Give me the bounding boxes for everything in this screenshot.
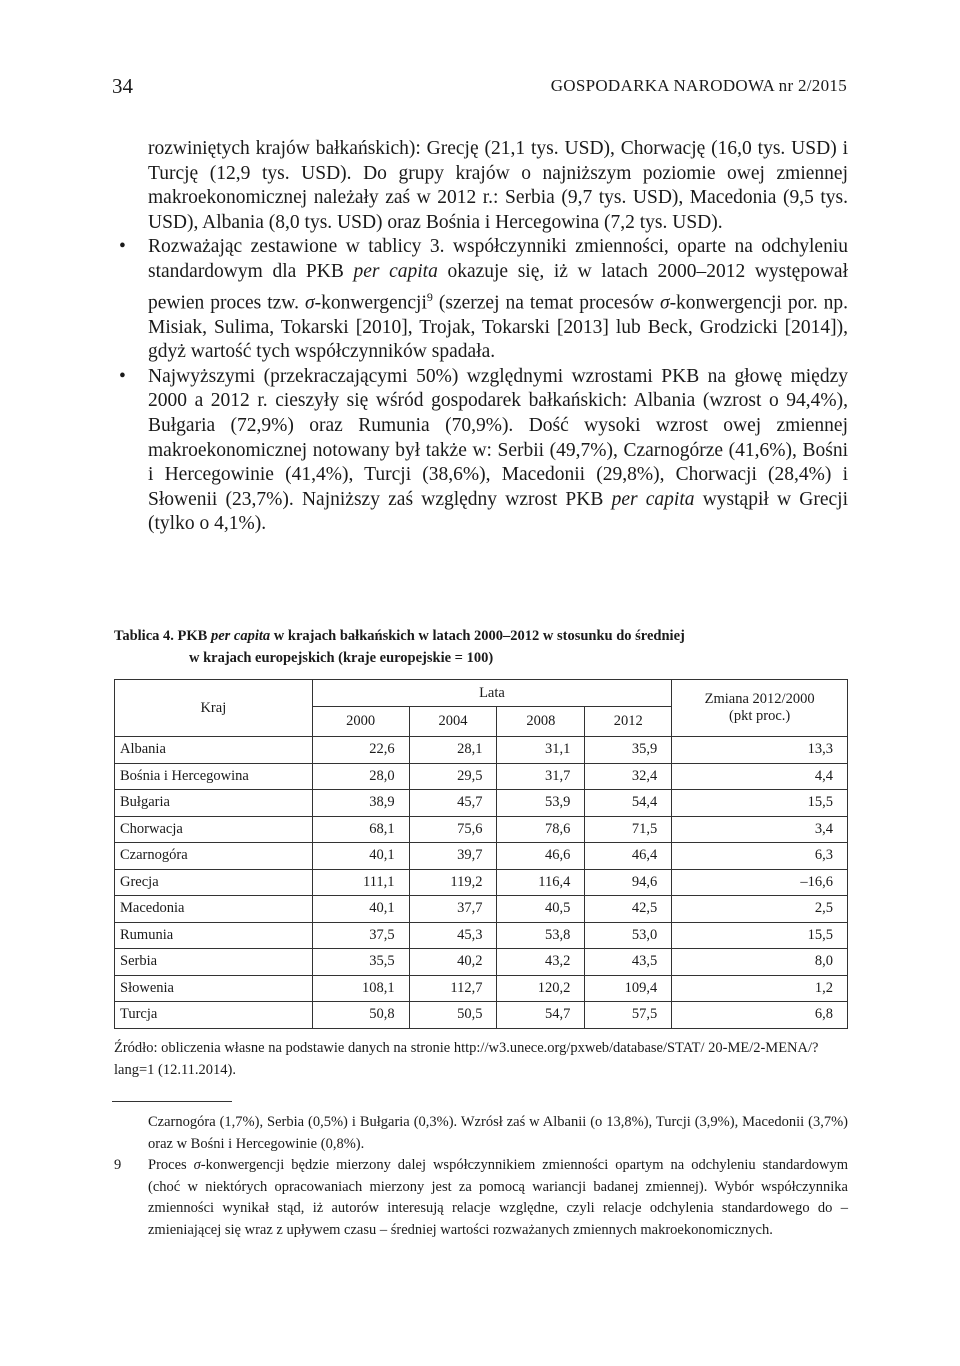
cell-value: 31,7 [497,763,585,790]
table-row [115,790,848,817]
cell-country: Czarnogóra [115,843,313,870]
cell-value: 43,2 [497,949,585,976]
cell-value: 29,5 [409,763,497,790]
cell-value: 42,5 [585,896,672,923]
footnote-9-mark: 9 [114,1157,122,1173]
footnote-9: 9 Proces σ-konwergencji będzie mierzony dalej współczynnikiem zmienności opartym na odchyleniu standardowym (choć w niektórych opracowaniach mierzony jest za pomocą wariancji badanej zmiennej). Wybór współczynnika zmienności wynikał stąd, iż autorów interesują relacje względne, czyli relacje odchylenia standardowego do – zmieniającej się wraz z upływem czasu – średniej wartości rozważanych zmiennych makroekonomicznych. [114,1157,848,1238]
cell-country: Albania [115,737,313,764]
paragraph-1: rozwiniętych krajów bałkańskich): Grecję (21,1 tys. USD), Chorwację (16,0 tys. USD) i Turcję (12,9 tys. USD). Do grupy krajów o najniższym poziomie owej zmiennej makroekonomicznej należały zaś w 2012 r.: Serbia (9,7 tys. USD), Macedonia (9,5 tys. USD), Albania (8,0 tys. USD) oraz Bośnia i Hercegowina (7,2 tys. USD). [148,138,848,233]
header-years-group: Lata [312,680,672,707]
cell-value: 112,7 [409,975,497,1002]
cell-value: 111,1 [312,869,409,896]
cell-value: 6,3 [672,843,848,870]
cell-value: 54,4 [585,790,672,817]
cell-value: 116,4 [497,869,585,896]
cell-value: 71,5 [585,816,672,843]
cell-value: 50,8 [312,1002,409,1029]
cell-country: Bułgaria [115,790,313,817]
cell-value: 8,0 [672,949,848,976]
cell-country: Rumunia [115,922,313,949]
cell-value: 31,1 [497,737,585,764]
cell-value: 40,2 [409,949,497,976]
running-header [112,70,847,104]
table-row [115,843,848,870]
cell-value: –16,6 [672,869,848,896]
cell-country: Słowenia [115,975,313,1002]
cell-value: 15,5 [672,790,848,817]
cell-value: 22,6 [312,737,409,764]
cell-value: 120,2 [497,975,585,1002]
cell-value: 50,5 [409,1002,497,1029]
cell-value: 108,1 [312,975,409,1002]
header-year: 2008 [497,707,585,737]
cell-value: 4,4 [672,763,848,790]
cell-value: 109,4 [585,975,672,1002]
cell-value: 38,9 [312,790,409,817]
cell-country: Macedonia [115,896,313,923]
cell-value: 37,5 [312,922,409,949]
cell-value: 2,5 [672,896,848,923]
bullet-dot: • [119,365,126,387]
cell-country: Bośnia i Hercegowina [115,763,313,790]
header-change: Zmiana 2012/2000 (pkt proc.) [672,680,848,737]
table-label: Tablica 4. [114,628,174,644]
cell-value: 45,7 [409,790,497,817]
header-year: 2000 [312,707,409,737]
gdp-table [114,679,848,1029]
page-number: 34 [112,74,133,98]
footnote-continuation: Czarnogóra (1,7%), Serbia (0,5%) i Bułgaria (0,3%). Wzrósł zaś w Albanii (o 13,8%), Turcji (3,9%), Macedonii (3,7%) oraz w Bośni i Hercegowinie (0,8%). [148,1114,848,1152]
table-row [115,922,848,949]
table-row [115,816,848,843]
header-country: Kraj [115,680,313,737]
cell-value: 46,6 [497,843,585,870]
footnotes [114,1112,848,1241]
table-row [115,949,848,976]
cell-value: 28,1 [409,737,497,764]
cell-value: 35,9 [585,737,672,764]
cell-value: 32,4 [585,763,672,790]
cell-value: 15,5 [672,922,848,949]
cell-value: 37,7 [409,896,497,923]
cell-value: 53,0 [585,922,672,949]
cell-value: 75,6 [409,816,497,843]
header-year: 2012 [585,707,672,737]
table-body [115,737,848,1029]
footnote-rule [112,1101,232,1102]
bullet-paragraph-2: • Rozważając zestawione w tablicy 3. współczynniki zmienności, oparte na odchyleniu standardowym dla PKB per capita okazuje się, iż w latach 2000–2012 występował pewien proces tzw. σ-konwergencji$^9$ (szerzej na temat procesów σ-konwergencji por. np. Misiak, Sulima, Tokarski [2010], Trojak, Tokarski [2013] lub Beck, Grodzicki [2014]), gdyż wartość tych współczynników spadała. [119,236,848,363]
cell-value: 53,9 [497,790,585,817]
cell-value: 46,4 [585,843,672,870]
table-row [115,763,848,790]
table-source: Źródło: obliczenia własne na podstawie danych na stronie http://w3.unece.org/pxweb/database/STAT/ 20-ME/2-MENA/?lang=1 (12.11.2014). [114,1040,819,1078]
cell-value: 94,6 [585,869,672,896]
cell-value: 78,6 [497,816,585,843]
cell-value: 13,3 [672,737,848,764]
bullet-dot: • [119,236,126,258]
body-text [119,137,848,537]
cell-country: Chorwacja [115,816,313,843]
cell-value: 3,4 [672,816,848,843]
header-year: 2004 [409,707,497,737]
journal-title: GOSPODARKA NARODOWA nr 2/2015 [550,76,847,95]
cell-value: 45,3 [409,922,497,949]
cell-value: 119,2 [409,869,497,896]
cell-value: 53,8 [497,922,585,949]
cell-value: 35,5 [312,949,409,976]
table-row [115,975,848,1002]
table-row [115,737,848,764]
table-row [115,1002,848,1029]
table-row [115,896,848,923]
cell-country: Serbia [115,949,313,976]
cell-value: 40,5 [497,896,585,923]
cell-value: 40,1 [312,843,409,870]
cell-country: Grecja [115,869,313,896]
cell-value: 28,0 [312,763,409,790]
cell-value: 6,8 [672,1002,848,1029]
cell-value: 54,7 [497,1002,585,1029]
table-caption: Tablica 4. PKB per capita w krajach bałkańskich w latach 2000–2012 w stosunku do średniej w krajach europejskich (kraje europejskie = 100) [114,625,848,669]
cell-value: 40,1 [312,896,409,923]
footnote-ref-9[interactable]: 9 [426,289,433,304]
cell-value: 43,5 [585,949,672,976]
cell-value: 1,2 [672,975,848,1002]
cell-country: Turcja [115,1002,313,1029]
cell-value: 57,5 [585,1002,672,1029]
table-row [115,869,848,896]
bullet-paragraph-3: • Najwyższymi (przekraczającymi 50%) względnymi wzrostami PKB na głowę między 2000 a 2012 r. cieszyły się wśród gospodarek bałkańskich: Albania (wzrost o 94,4%), Bułgaria (72,9%) oraz Rumunia (70,9%). Dość wysoki wzrost owej zmiennej makroekonomicznej notowany był także w: Serbii (49,7%), Czarnogórze (41,6%), Bośni i Hercegowinie (41,4%), Turcji (38,6%), Macedonii (29,8%), Chorwacji (28,4%) i Słowenii (23,7%). Najniższy zaś względny wzrost PKB per capita wystąpił w Grecji (tylko o 4,1%). [119,365,848,535]
cell-value: 39,7 [409,843,497,870]
cell-value: 68,1 [312,816,409,843]
table-caption-line2: w krajach europejskich (kraje europejskie = 100) [189,650,494,666]
